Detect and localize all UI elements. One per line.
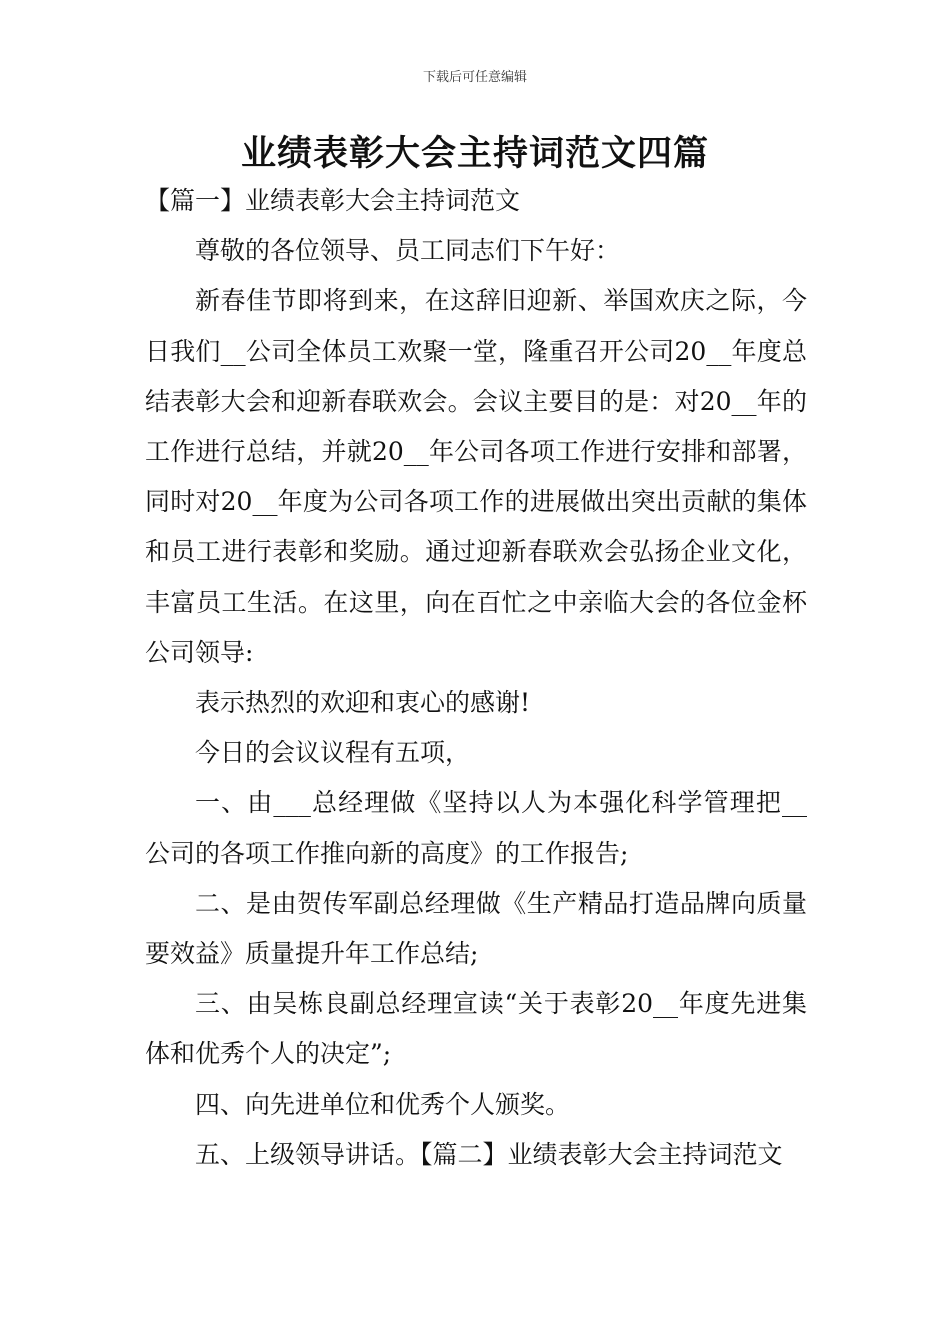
document-body bbox=[145, 176, 807, 1180]
paragraph: 今日的会议议程有五项， bbox=[195, 738, 471, 768]
agenda-item: 五、上级领导讲话。【篇二】业绩表彰大会主持词范文 bbox=[195, 1139, 783, 1169]
document-title: 业绩表彰大会主持词范文四篇 bbox=[240, 134, 709, 174]
paragraph: 尊敬的各位领导、员工同志们下午好： bbox=[195, 236, 621, 266]
header-note: 下载后可任意编辑 bbox=[422, 70, 527, 85]
paragraph: 新春佳节即将到来，在这辞旧迎新、举国欢庆之际，今日我们__公司全体员工欢聚一堂，隆重召开公司20__年度总结表彰大会和迎新春联欢会。会议主要目的是：对20__年的工作进行总结，并就20__年公司各项工作进行安排和部署，同时对20__年度为公司各项工作的进展做出突出贡献的集体和员工进行表彰和奖励。通过迎新春联欢会弘扬企业文化，丰富员工生活。在这里，向在百忙之中亲临大会的各位金杯公司领导: bbox=[145, 286, 807, 667]
agenda-item: 三、由吴栋良副总经理宣读“关于表彰20__年度先进集体和优秀个人的决定”; bbox=[145, 989, 807, 1069]
agenda-item: 四、向先进单位和优秀个人颁奖。 bbox=[195, 1089, 571, 1119]
agenda-item: 一、由___总经理做《坚持以人为本强化科学管理把__公司的各项工作推向新的高度》的工作报告; bbox=[145, 788, 807, 868]
agenda-item: 二、是由贺传军副总经理做《生产精品打造品牌向质量要效益》质量提升年工作总结; bbox=[145, 888, 807, 969]
paragraph: 表示热烈的欢迎和衷心的感谢! bbox=[195, 688, 531, 718]
section-heading: 【篇一】业绩表彰大会主持词范文 bbox=[145, 186, 521, 215]
